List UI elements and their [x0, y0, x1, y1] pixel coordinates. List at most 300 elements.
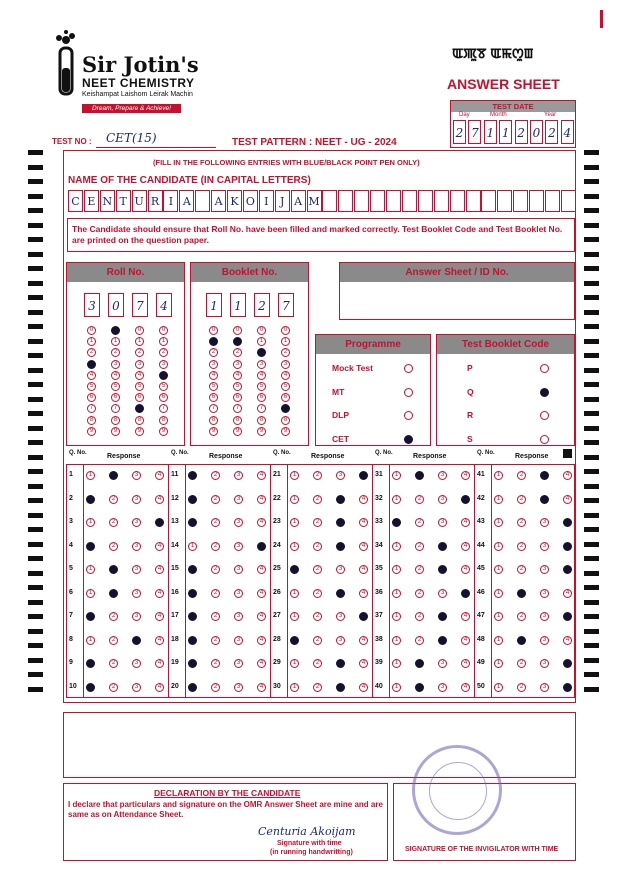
roll-bubble[interactable]: 2 — [87, 348, 96, 357]
name-char-cell[interactable] — [434, 190, 449, 212]
answer-bubble[interactable]: 2 — [517, 636, 526, 645]
booklet-bubble[interactable]: 3 — [281, 360, 290, 369]
name-char-cell[interactable] — [418, 190, 433, 212]
answer-bubble[interactable]: 1 — [188, 518, 197, 527]
answer-bubble[interactable]: 3 — [540, 495, 549, 504]
answer-bubble[interactable]: 4 — [155, 471, 164, 480]
name-char-cell[interactable]: A — [291, 190, 306, 212]
answer-bubble[interactable]: 1 — [392, 636, 401, 645]
answer-bubble[interactable]: 3 — [540, 542, 549, 551]
answer-bubble[interactable]: 3 — [438, 589, 447, 598]
roll-bubble[interactable]: 3 — [87, 360, 96, 369]
answer-bubble[interactable]: 1 — [290, 518, 299, 527]
answer-bubble[interactable]: 2 — [211, 659, 220, 668]
answer-bubble[interactable]: 2 — [109, 636, 118, 645]
answer-bubble[interactable]: 4 — [461, 589, 470, 598]
answer-bubble[interactable]: 1 — [392, 565, 401, 574]
answer-bubble[interactable]: 3 — [336, 589, 345, 598]
booklet-bubble[interactable]: 6 — [233, 393, 242, 402]
answer-bubble[interactable]: 4 — [155, 636, 164, 645]
name-char-cell[interactable] — [338, 190, 353, 212]
roll-bubble[interactable]: 6 — [159, 393, 168, 402]
answer-bubble[interactable]: 1 — [494, 659, 503, 668]
booklet-bubble[interactable]: 0 — [209, 326, 218, 335]
answer-bubble[interactable]: 3 — [438, 542, 447, 551]
answer-bubble[interactable]: 1 — [86, 518, 95, 527]
answer-bubble[interactable]: 3 — [132, 659, 141, 668]
answer-bubble[interactable]: 1 — [188, 495, 197, 504]
answer-bubble[interactable]: 1 — [392, 471, 401, 480]
answer-bubble[interactable]: 3 — [132, 683, 141, 692]
date-digit[interactable]: 1 — [499, 120, 512, 144]
answer-bubble[interactable]: 3 — [438, 565, 447, 574]
answer-bubble[interactable]: 2 — [415, 589, 424, 598]
name-char-cell[interactable]: J — [275, 190, 290, 212]
answer-bubble[interactable]: 2 — [211, 495, 220, 504]
answer-bubble[interactable]: 2 — [517, 659, 526, 668]
answer-bubble[interactable]: 2 — [415, 471, 424, 480]
roll-bubble[interactable]: 7 — [135, 404, 144, 413]
date-digit[interactable]: 1 — [484, 120, 497, 144]
answer-bubble[interactable]: 4 — [257, 542, 266, 551]
answer-bubble[interactable]: 3 — [540, 659, 549, 668]
roll-bubble[interactable]: 8 — [159, 416, 168, 425]
booklet-bubble[interactable]: 9 — [257, 427, 266, 436]
booklet-bubble[interactable]: 5 — [233, 382, 242, 391]
answer-bubble[interactable]: 4 — [257, 518, 266, 527]
booklet-bubble[interactable]: 9 — [209, 427, 218, 436]
booklet-bubble[interactable]: 6 — [281, 393, 290, 402]
answer-bubble[interactable]: 2 — [415, 542, 424, 551]
answer-bubble[interactable]: 1 — [494, 495, 503, 504]
answer-bubble[interactable]: 3 — [336, 565, 345, 574]
date-digit[interactable]: 2 — [545, 120, 558, 144]
answer-bubble[interactable]: 2 — [211, 683, 220, 692]
answer-bubble[interactable]: 3 — [132, 495, 141, 504]
answer-bubble[interactable]: 1 — [188, 659, 197, 668]
answer-bubble[interactable]: 2 — [211, 542, 220, 551]
name-char-cell[interactable] — [529, 190, 544, 212]
answer-bubble[interactable]: 3 — [234, 683, 243, 692]
programme-bubble[interactable] — [404, 411, 413, 420]
roll-bubble[interactable]: 0 — [87, 326, 96, 335]
answer-bubble[interactable]: 4 — [155, 542, 164, 551]
booklet-bubble[interactable]: 5 — [209, 382, 218, 391]
answer-bubble[interactable]: 1 — [86, 659, 95, 668]
answer-bubble[interactable]: 4 — [461, 518, 470, 527]
name-char-cell[interactable]: M — [307, 190, 322, 212]
answer-bubble[interactable]: 4 — [359, 471, 368, 480]
answer-bubble[interactable]: 4 — [155, 518, 164, 527]
booklet-bubble[interactable]: 0 — [233, 326, 242, 335]
answer-bubble[interactable]: 3 — [438, 495, 447, 504]
answer-bubble[interactable]: 2 — [313, 683, 322, 692]
roll-bubble[interactable]: 5 — [111, 382, 120, 391]
booklet-bubble[interactable]: 8 — [257, 416, 266, 425]
booklet-digit-cell[interactable]: 2 — [254, 293, 270, 317]
answer-bubble[interactable]: 1 — [86, 683, 95, 692]
roll-bubble[interactable]: 7 — [111, 404, 120, 413]
answer-bubble[interactable]: 1 — [392, 542, 401, 551]
answer-bubble[interactable]: 2 — [313, 636, 322, 645]
answer-bubble[interactable]: 4 — [257, 589, 266, 598]
roll-bubble[interactable]: 5 — [159, 382, 168, 391]
booklet-bubble[interactable]: 2 — [209, 348, 218, 357]
name-char-cell[interactable] — [545, 190, 560, 212]
roll-bubble[interactable]: 8 — [135, 416, 144, 425]
answer-bubble[interactable]: 2 — [517, 542, 526, 551]
answer-bubble[interactable]: 3 — [132, 636, 141, 645]
answer-bubble[interactable]: 3 — [132, 565, 141, 574]
answer-bubble[interactable]: 4 — [359, 683, 368, 692]
booklet-bubble[interactable]: 6 — [209, 393, 218, 402]
answer-bubble[interactable]: 1 — [86, 565, 95, 574]
answer-bubble[interactable]: 4 — [155, 683, 164, 692]
answer-bubble[interactable]: 4 — [359, 589, 368, 598]
roll-bubble[interactable]: 3 — [135, 360, 144, 369]
answer-bubble[interactable]: 4 — [155, 659, 164, 668]
answer-bubble[interactable]: 1 — [392, 589, 401, 598]
answer-bubble[interactable]: 1 — [494, 518, 503, 527]
name-char-cell[interactable]: T — [116, 190, 131, 212]
booklet-bubble[interactable]: 2 — [281, 348, 290, 357]
booklet-code-bubble[interactable] — [540, 435, 549, 444]
name-char-cell[interactable]: K — [227, 190, 242, 212]
roll-bubble[interactable]: 6 — [111, 393, 120, 402]
answer-bubble[interactable]: 4 — [461, 495, 470, 504]
name-char-cell[interactable] — [497, 190, 512, 212]
booklet-bubble[interactable]: 4 — [209, 371, 218, 380]
roll-bubble[interactable]: 3 — [111, 360, 120, 369]
name-char-cell[interactable]: I — [259, 190, 274, 212]
answer-bubble[interactable]: 4 — [155, 565, 164, 574]
answer-bubble[interactable]: 2 — [415, 659, 424, 668]
answer-bubble[interactable]: 3 — [438, 636, 447, 645]
answer-bubble[interactable]: 1 — [290, 683, 299, 692]
booklet-bubble[interactable]: 1 — [233, 337, 242, 346]
answer-bubble[interactable]: 3 — [132, 518, 141, 527]
roll-bubble[interactable]: 4 — [135, 371, 144, 380]
answer-bubble[interactable]: 1 — [86, 612, 95, 621]
answer-bubble[interactable]: 2 — [313, 659, 322, 668]
booklet-digit-cell[interactable]: 1 — [230, 293, 246, 317]
answer-bubble[interactable]: 3 — [234, 589, 243, 598]
answer-bubble[interactable]: 2 — [313, 612, 322, 621]
roll-bubble[interactable]: 1 — [135, 337, 144, 346]
answer-bubble[interactable]: 2 — [109, 542, 118, 551]
answer-bubble[interactable]: 4 — [257, 683, 266, 692]
answer-bubble[interactable]: 3 — [234, 565, 243, 574]
roll-bubble[interactable]: 0 — [111, 326, 120, 335]
answer-bubble[interactable]: 1 — [494, 589, 503, 598]
answer-bubble[interactable]: 4 — [563, 565, 572, 574]
answer-bubble[interactable]: 2 — [109, 495, 118, 504]
name-char-cell[interactable] — [354, 190, 369, 212]
roll-bubble[interactable]: 0 — [135, 326, 144, 335]
roll-bubble[interactable]: 2 — [111, 348, 120, 357]
answer-bubble[interactable]: 1 — [188, 612, 197, 621]
booklet-bubble[interactable]: 5 — [281, 382, 290, 391]
answer-bubble[interactable]: 1 — [188, 589, 197, 598]
answer-bubble[interactable]: 3 — [540, 565, 549, 574]
answer-bubble[interactable]: 4 — [257, 471, 266, 480]
answer-bubble[interactable]: 4 — [461, 612, 470, 621]
answer-bubble[interactable]: 3 — [540, 518, 549, 527]
answer-bubble[interactable]: 4 — [257, 636, 266, 645]
booklet-bubble[interactable]: 5 — [257, 382, 266, 391]
answer-bubble[interactable]: 2 — [313, 495, 322, 504]
booklet-bubble[interactable]: 1 — [257, 337, 266, 346]
roll-bubble[interactable]: 7 — [159, 404, 168, 413]
answer-bubble[interactable]: 1 — [86, 495, 95, 504]
answer-bubble[interactable]: 4 — [155, 589, 164, 598]
answer-bubble[interactable]: 1 — [188, 471, 197, 480]
programme-bubble[interactable] — [404, 435, 413, 444]
answer-bubble[interactable]: 3 — [540, 683, 549, 692]
answer-bubble[interactable]: 3 — [234, 542, 243, 551]
roll-bubble[interactable]: 2 — [135, 348, 144, 357]
answer-bubble[interactable]: 2 — [109, 659, 118, 668]
roll-bubble[interactable]: 8 — [111, 416, 120, 425]
booklet-bubble[interactable]: 6 — [257, 393, 266, 402]
answer-bubble[interactable]: 1 — [290, 589, 299, 598]
answer-bubble[interactable]: 4 — [563, 495, 572, 504]
answer-bubble[interactable]: 1 — [290, 612, 299, 621]
answer-bubble[interactable]: 2 — [517, 495, 526, 504]
answer-bubble[interactable]: 4 — [563, 542, 572, 551]
answer-bubble[interactable]: 3 — [336, 471, 345, 480]
answer-bubble[interactable]: 1 — [392, 518, 401, 527]
answer-bubble[interactable]: 2 — [109, 565, 118, 574]
name-char-cell[interactable]: U — [132, 190, 147, 212]
answer-bubble[interactable]: 3 — [438, 683, 447, 692]
answer-bubble[interactable]: 2 — [109, 471, 118, 480]
answer-bubble[interactable]: 1 — [290, 565, 299, 574]
answer-bubble[interactable]: 4 — [563, 636, 572, 645]
answer-bubble[interactable]: 1 — [392, 683, 401, 692]
booklet-bubble[interactable]: 1 — [209, 337, 218, 346]
name-char-cell[interactable]: E — [84, 190, 99, 212]
roll-bubble[interactable]: 6 — [135, 393, 144, 402]
answer-bubble[interactable]: 4 — [257, 659, 266, 668]
booklet-bubble[interactable]: 7 — [281, 404, 290, 413]
answer-bubble[interactable]: 1 — [494, 471, 503, 480]
answer-bubble[interactable]: 2 — [415, 683, 424, 692]
booklet-bubble[interactable]: 4 — [257, 371, 266, 380]
booklet-bubble[interactable]: 3 — [233, 360, 242, 369]
roll-bubble[interactable]: 4 — [111, 371, 120, 380]
roll-bubble[interactable]: 2 — [159, 348, 168, 357]
date-digit[interactable]: 0 — [530, 120, 543, 144]
answer-bubble[interactable]: 3 — [336, 659, 345, 668]
booklet-bubble[interactable]: 4 — [281, 371, 290, 380]
answer-bubble[interactable]: 4 — [461, 542, 470, 551]
answer-bubble[interactable]: 4 — [359, 518, 368, 527]
answer-bubble[interactable]: 4 — [563, 589, 572, 598]
booklet-bubble[interactable]: 9 — [281, 427, 290, 436]
roll-bubble[interactable]: 9 — [135, 427, 144, 436]
answer-bubble[interactable]: 3 — [540, 612, 549, 621]
answer-bubble[interactable]: 2 — [517, 683, 526, 692]
booklet-digit-cell[interactable]: 7 — [278, 293, 294, 317]
answer-bubble[interactable]: 3 — [132, 471, 141, 480]
answer-bubble[interactable]: 2 — [109, 612, 118, 621]
roll-bubble[interactable]: 9 — [111, 427, 120, 436]
answer-bubble[interactable]: 1 — [392, 612, 401, 621]
answer-bubble[interactable]: 3 — [438, 518, 447, 527]
roll-digit-cell[interactable]: 3 — [84, 293, 100, 317]
answer-bubble[interactable]: 4 — [257, 495, 266, 504]
name-char-cell[interactable]: R — [148, 190, 163, 212]
booklet-bubble[interactable]: 8 — [281, 416, 290, 425]
answer-bubble[interactable]: 1 — [86, 589, 95, 598]
answer-bubble[interactable]: 2 — [211, 612, 220, 621]
name-char-cell[interactable] — [513, 190, 528, 212]
answer-bubble[interactable]: 2 — [415, 495, 424, 504]
roll-bubble[interactable]: 0 — [159, 326, 168, 335]
answer-bubble[interactable]: 2 — [313, 542, 322, 551]
answer-bubble[interactable]: 4 — [461, 471, 470, 480]
roll-bubble[interactable]: 1 — [87, 337, 96, 346]
booklet-bubble[interactable]: 8 — [209, 416, 218, 425]
roll-digit-cell[interactable]: 0 — [108, 293, 124, 317]
answer-bubble[interactable]: 4 — [359, 636, 368, 645]
roll-bubble[interactable]: 3 — [159, 360, 168, 369]
answer-bubble[interactable]: 2 — [415, 612, 424, 621]
answer-bubble[interactable]: 3 — [438, 612, 447, 621]
name-char-cell[interactable]: A — [211, 190, 226, 212]
answer-bubble[interactable]: 2 — [211, 565, 220, 574]
booklet-bubble[interactable]: 2 — [257, 348, 266, 357]
date-digit[interactable]: 4 — [561, 120, 574, 144]
booklet-code-bubble[interactable] — [540, 411, 549, 420]
answer-bubble[interactable]: 4 — [257, 612, 266, 621]
answer-bubble[interactable]: 4 — [359, 542, 368, 551]
answer-bubble[interactable]: 4 — [359, 612, 368, 621]
roll-digit-cell[interactable]: 4 — [156, 293, 172, 317]
booklet-bubble[interactable]: 2 — [233, 348, 242, 357]
answer-bubble[interactable]: 1 — [494, 565, 503, 574]
roll-bubble[interactable]: 5 — [135, 382, 144, 391]
answer-bubble[interactable]: 4 — [257, 565, 266, 574]
answer-bubble[interactable]: 2 — [211, 471, 220, 480]
answer-bubble[interactable]: 3 — [234, 612, 243, 621]
answer-bubble[interactable]: 3 — [540, 589, 549, 598]
answer-bubble[interactable]: 2 — [517, 612, 526, 621]
name-char-cell[interactable]: N — [100, 190, 115, 212]
answer-bubble[interactable]: 2 — [517, 518, 526, 527]
answer-bubble[interactable]: 2 — [517, 471, 526, 480]
answer-bubble[interactable]: 1 — [392, 495, 401, 504]
name-char-cell[interactable] — [481, 190, 496, 212]
answer-bubble[interactable]: 3 — [540, 636, 549, 645]
roll-bubble[interactable]: 1 — [111, 337, 120, 346]
roll-bubble[interactable]: 8 — [87, 416, 96, 425]
answer-bubble[interactable]: 2 — [313, 589, 322, 598]
answer-bubble[interactable]: 1 — [290, 542, 299, 551]
answer-bubble[interactable]: 2 — [517, 589, 526, 598]
programme-bubble[interactable] — [404, 364, 413, 373]
name-char-cell[interactable]: C — [68, 190, 83, 212]
answer-bubble[interactable]: 2 — [109, 518, 118, 527]
name-char-cell[interactable] — [561, 190, 576, 212]
name-char-cell[interactable] — [450, 190, 465, 212]
answer-bubble[interactable]: 2 — [211, 636, 220, 645]
answer-bubble[interactable]: 1 — [494, 542, 503, 551]
answer-bubble[interactable]: 4 — [563, 518, 572, 527]
answer-bubble[interactable]: 3 — [438, 659, 447, 668]
answer-bubble[interactable]: 1 — [188, 542, 197, 551]
name-char-cell[interactable] — [402, 190, 417, 212]
roll-bubble[interactable]: 9 — [87, 427, 96, 436]
answer-bubble[interactable]: 2 — [211, 518, 220, 527]
answer-bubble[interactable]: 3 — [234, 471, 243, 480]
answer-bubble[interactable]: 1 — [290, 636, 299, 645]
answer-bubble[interactable]: 3 — [336, 518, 345, 527]
roll-bubble[interactable]: 1 — [159, 337, 168, 346]
booklet-bubble[interactable]: 9 — [233, 427, 242, 436]
name-char-cell[interactable] — [386, 190, 401, 212]
booklet-code-bubble[interactable] — [540, 364, 549, 373]
answer-bubble[interactable]: 4 — [563, 683, 572, 692]
answer-bubble[interactable]: 2 — [415, 565, 424, 574]
answer-bubble[interactable]: 1 — [86, 636, 95, 645]
answer-bubble[interactable]: 1 — [494, 636, 503, 645]
answer-bubble[interactable]: 4 — [359, 495, 368, 504]
roll-bubble[interactable]: 4 — [159, 371, 168, 380]
name-char-cell[interactable] — [466, 190, 481, 212]
answer-bubble[interactable]: 1 — [86, 542, 95, 551]
answer-bubble[interactable]: 3 — [336, 612, 345, 621]
answer-bubble[interactable]: 3 — [132, 612, 141, 621]
answer-bubble[interactable]: 2 — [517, 565, 526, 574]
answer-bubble[interactable]: 4 — [461, 636, 470, 645]
answer-bubble[interactable]: 2 — [313, 471, 322, 480]
name-char-cell[interactable] — [322, 190, 337, 212]
answer-bubble[interactable]: 2 — [109, 683, 118, 692]
answer-bubble[interactable]: 1 — [86, 471, 95, 480]
name-char-cell[interactable] — [370, 190, 385, 212]
booklet-bubble[interactable]: 1 — [281, 337, 290, 346]
name-char-cell[interactable]: A — [179, 190, 194, 212]
name-char-cell[interactable] — [195, 190, 210, 212]
answer-bubble[interactable]: 3 — [336, 495, 345, 504]
answer-bubble[interactable]: 1 — [188, 565, 197, 574]
roll-bubble[interactable]: 4 — [87, 371, 96, 380]
roll-bubble[interactable]: 7 — [87, 404, 96, 413]
date-digit[interactable]: 7 — [468, 120, 481, 144]
answer-bubble[interactable]: 4 — [155, 612, 164, 621]
booklet-code-bubble[interactable] — [540, 388, 549, 397]
date-digit[interactable]: 2 — [515, 120, 528, 144]
answer-bubble[interactable]: 1 — [188, 636, 197, 645]
booklet-bubble[interactable]: 7 — [233, 404, 242, 413]
booklet-bubble[interactable]: 3 — [257, 360, 266, 369]
answer-bubble[interactable]: 2 — [415, 636, 424, 645]
answer-bubble[interactable]: 3 — [234, 659, 243, 668]
answer-bubble[interactable]: 3 — [336, 542, 345, 551]
answer-bubble[interactable]: 1 — [392, 659, 401, 668]
answer-bubble[interactable]: 4 — [359, 659, 368, 668]
answer-bubble[interactable]: 2 — [313, 518, 322, 527]
booklet-bubble[interactable]: 3 — [209, 360, 218, 369]
answer-bubble[interactable]: 1 — [290, 471, 299, 480]
booklet-bubble[interactable]: 7 — [257, 404, 266, 413]
answer-bubble[interactable]: 3 — [336, 636, 345, 645]
booklet-bubble[interactable]: 7 — [209, 404, 218, 413]
answer-bubble[interactable]: 1 — [494, 612, 503, 621]
answer-bubble[interactable]: 2 — [109, 589, 118, 598]
